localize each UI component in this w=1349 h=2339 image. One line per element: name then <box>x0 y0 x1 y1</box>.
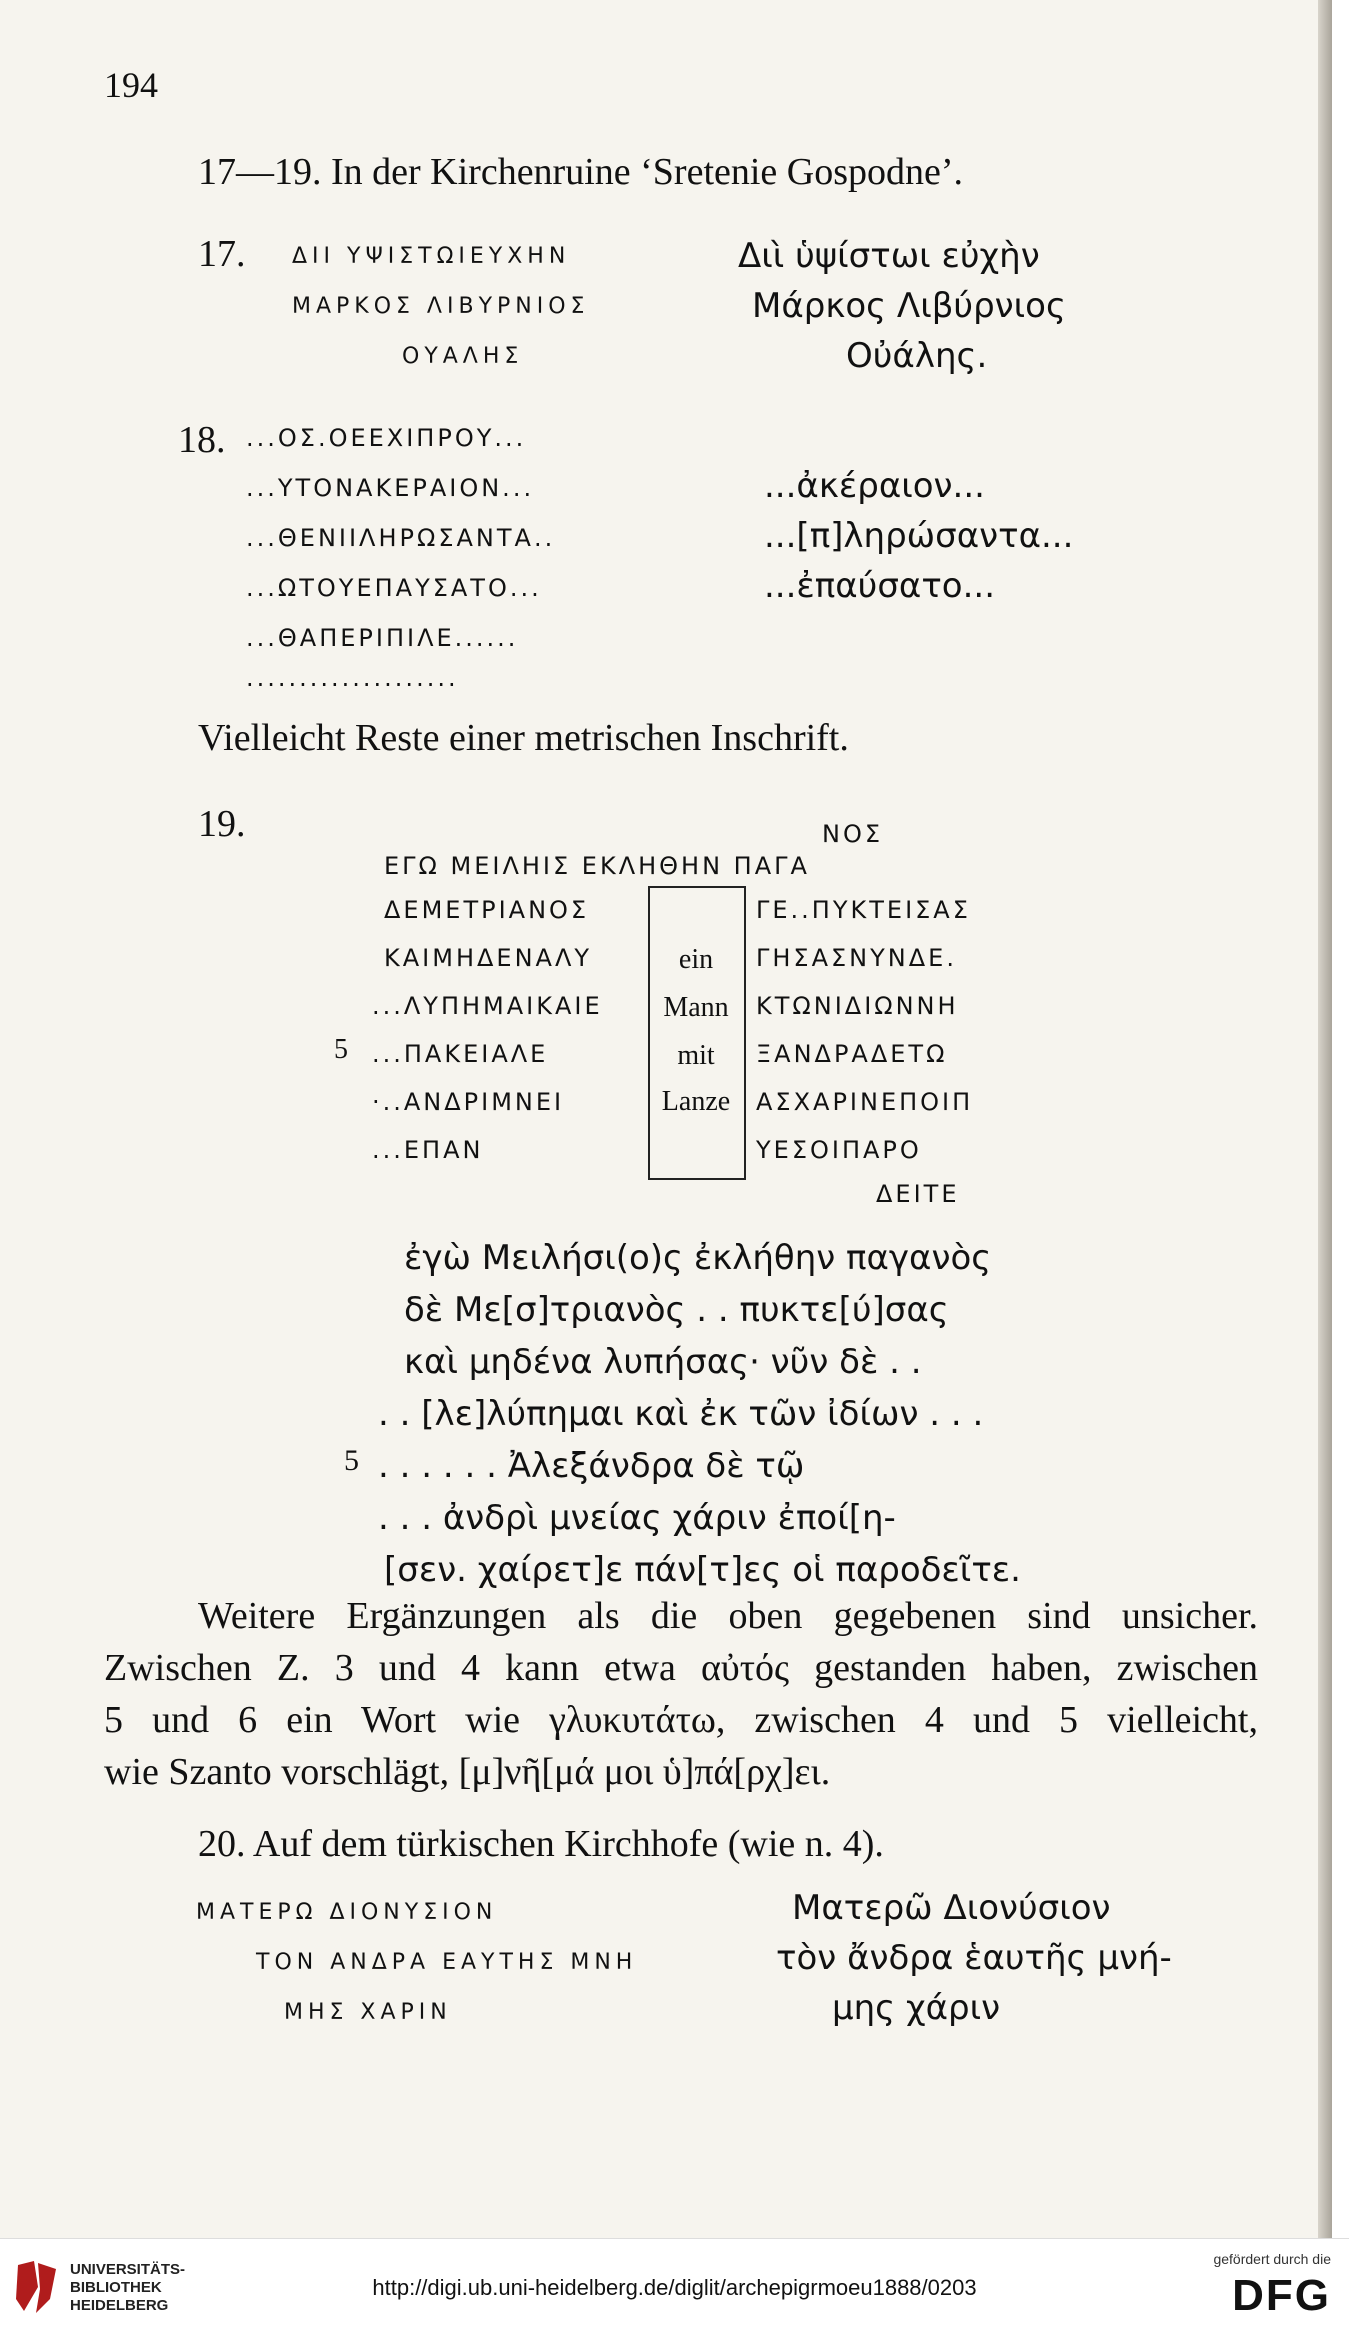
inscription-19-left-line: ...ΕΠΑΝ <box>372 1136 484 1164</box>
page-edge-shadow <box>1318 0 1332 2238</box>
inscription-19-number: 19. <box>198 803 246 845</box>
inscription-19-right-line: ΓΕ..ΠΥΚΤΕΙΣΑΣ <box>756 896 971 924</box>
section-20-heading: 20. Auf dem türkischen Kirchhofe (wie n. 4). <box>198 1823 884 1865</box>
inscription-19-right-line: ΓΗΣΑΣΝΥΝΔΕ. <box>756 944 957 972</box>
inscription-19-transcription-line: καὶ μηδένα λυπήσας· νῦν δὲ . . <box>404 1342 922 1382</box>
inscription-17-transcription-line: Μάρκος Λιβύρνιος <box>752 286 1066 326</box>
inscription-20-uncial-line: ΜΑΤΕΡΩ ΔΙΟΝΥΣΙΟΝ <box>196 1900 498 1925</box>
page-number: 194 <box>104 65 158 105</box>
inscription-19-right-line: ΑΣΧΑΡΙΝΕΠΟΙΠ <box>756 1088 974 1116</box>
inscription-19-transcription-line: . . . . . . Ἀλεξάνδρα δὲ τῷ <box>378 1446 805 1486</box>
inscription-19-left-line: ΔΕΜΕΤΡΙΑΝΟΣ <box>384 896 590 924</box>
inscription-20-uncial-line: ΤΟΝ ΑΝΔΡΑ ΕΑΥΤΗΣ ΜΝΗ <box>256 1950 638 1975</box>
relief-label: Mann <box>663 992 729 1023</box>
inscription-19-first-line: ΕΓΩ ΜΕΙΛΗΙΣ ΕΚΛΗΘΗΝ ΠΑΓΑ <box>384 852 810 880</box>
inscription-19-transcription-line: . . [λε]λύπημαι καὶ ἐκ τῶν ἰδίων . . . <box>378 1394 984 1434</box>
relief-label: ein <box>678 944 714 975</box>
inscription-17-uncial-line: ΜΑΡΚΟΣ ΛΙΒΥΡΝΙΟΣ <box>292 294 590 319</box>
inscription-17-transcription-line: Διὶ ὑψίστωι εὐχὴν <box>738 236 1040 276</box>
inscription-19-left-line: ΚΑΙΜΗΔΕΝΑΛΥ <box>384 944 593 972</box>
inscription-18-uncial-line: .................... <box>246 664 459 692</box>
inscription-18-transcription-line: ...ἀκέραιον... <box>764 466 985 506</box>
inscription-19-transcription-line: . . . ἀνδρὶ μνείας χάριν ἐποί[η- <box>378 1498 896 1538</box>
inscription-18-remark: Vielleicht Reste einer metrischen Inschrift. <box>198 717 849 759</box>
section-heading: 17—19. In der Kirchenruine ‘Sretenie Gospodne’. <box>198 151 964 193</box>
dfg-logo[interactable]: DFG <box>1232 2271 1331 2320</box>
library-name-line: BIBLIOTHEK <box>70 2279 162 2296</box>
inscription-19-left-line: ·..ΑΝΔΡΙΜΝΕΙ <box>372 1088 565 1116</box>
inscription-19-transcription-line: [σεν. χαίρετ]ε πάν[τ]ες οἱ παροδεῖτε. <box>384 1550 1021 1590</box>
commentary-line: 5 und 6 ein Wort wie γλυκυτάτω, zwischen 4 und 5 vielleicht, <box>104 1699 1258 1741</box>
commentary-line: wie Szanto vorschlägt, [μ]νῆ[μά μοι ὑ]πά[ρχ]ει. <box>104 1751 831 1793</box>
inscription-19-top-right: ΝΟΣ <box>822 820 884 848</box>
permalink-url[interactable]: http://digi.ub.uni-heidelberg.de/diglit/archepigrmoeu1888/0203 <box>372 2275 977 2300</box>
inscription-18-uncial-line: ...ΘΕΝΙΙΛΗΡΩΣΑΝΤΑ.. <box>246 524 556 552</box>
inscription-19-right-line: ΥΕΣΟΙΠΑΡΟ <box>756 1136 922 1164</box>
inscription-17-uncial-line: ΟΥΑΛΗΣ <box>402 344 524 369</box>
inscription-18-uncial-line: ...ΘΑΠΕΡΙΠΙΛΕ...... <box>246 624 519 652</box>
inscription-19-left-line: ...ΛΥΠΗΜΑΙΚΑΙΕ <box>372 992 603 1020</box>
library-name-line: UNIVERSITÄTS- <box>70 2261 186 2278</box>
inscription-20-transcription-line: Ματερῶ Διονύσιον <box>792 1888 1111 1928</box>
viewer-footer <box>0 2238 1349 2339</box>
inscription-19-line-number: 5 <box>334 1034 348 1065</box>
inscription-18-transcription-line: ...ἐπαύσατο... <box>764 566 996 606</box>
inscription-17-number: 17. <box>198 233 246 275</box>
inscription-18-number: 18. <box>178 419 226 461</box>
inscription-19-transcription-line: ἐγὼ Μειλήσι(ο)ς ἐκλήθην παγανὸς <box>404 1238 992 1278</box>
inscription-17-uncial-line: ΔΙΙ ΥΨΙΣΤΩΙΕΥΧΗΝ <box>292 244 571 269</box>
inscription-18-uncial-line: ...ΟΣ.ΟΕΕΧΙΠΡΟΥ... <box>246 424 527 452</box>
relief-label: Lanze <box>661 1086 731 1117</box>
commentary-line: Zwischen Z. 3 und 4 kann etwa αὐτός gestanden haben, zwischen <box>104 1647 1258 1689</box>
inscription-18-transcription-line: ...[π]ληρώσαντα... <box>764 516 1074 556</box>
library-name-line: HEIDELBERG <box>70 2297 169 2314</box>
relief-box <box>648 886 746 1180</box>
funded-by-label: gefördert durch die <box>1213 2251 1331 2267</box>
inscription-19-right-line: ΚΤΩΝΙΔΙΩΝΝΗ <box>756 992 959 1020</box>
commentary-line: Weitere Ergänzungen als die oben gegebenen sind unsicher. <box>198 1595 1258 1637</box>
inscription-20-uncial-line: ΜΗΣ ΧΑΡΙΝ <box>284 2000 452 2025</box>
inscription-19-right-line: ΞΑΝΔΡΑΔΕΤΩ <box>756 1040 948 1068</box>
inscription-19-transcription-line: δὲ Με[σ]τριανὸς . . πυκτε[ύ]σας <box>404 1290 949 1330</box>
inscription-17-transcription-line: Οὐάλης. <box>846 336 988 376</box>
inscription-20-transcription-line: τὸν ἄνδρα ἑαυτῆς μνή- <box>776 1938 1172 1978</box>
relief-label: mit <box>677 1040 715 1071</box>
inscription-20-transcription-line: μης χάριν <box>832 1988 1001 2028</box>
inscription-18-uncial-line: ...ΩΤΟΥΕΠΑΥΣΑΤΟ... <box>246 574 542 602</box>
inscription-19-transcription-line-number: 5 <box>344 1444 359 1477</box>
inscription-19-bottom-right: ΔΕΙΤΕ <box>876 1180 960 1208</box>
inscription-19-left-line: ...ΠΑΚΕΙΑΛΕ <box>372 1040 549 1068</box>
inscription-18-uncial-line: ...ΥΤΟΝΑΚΕΡΑΙΟΝ... <box>246 474 535 502</box>
